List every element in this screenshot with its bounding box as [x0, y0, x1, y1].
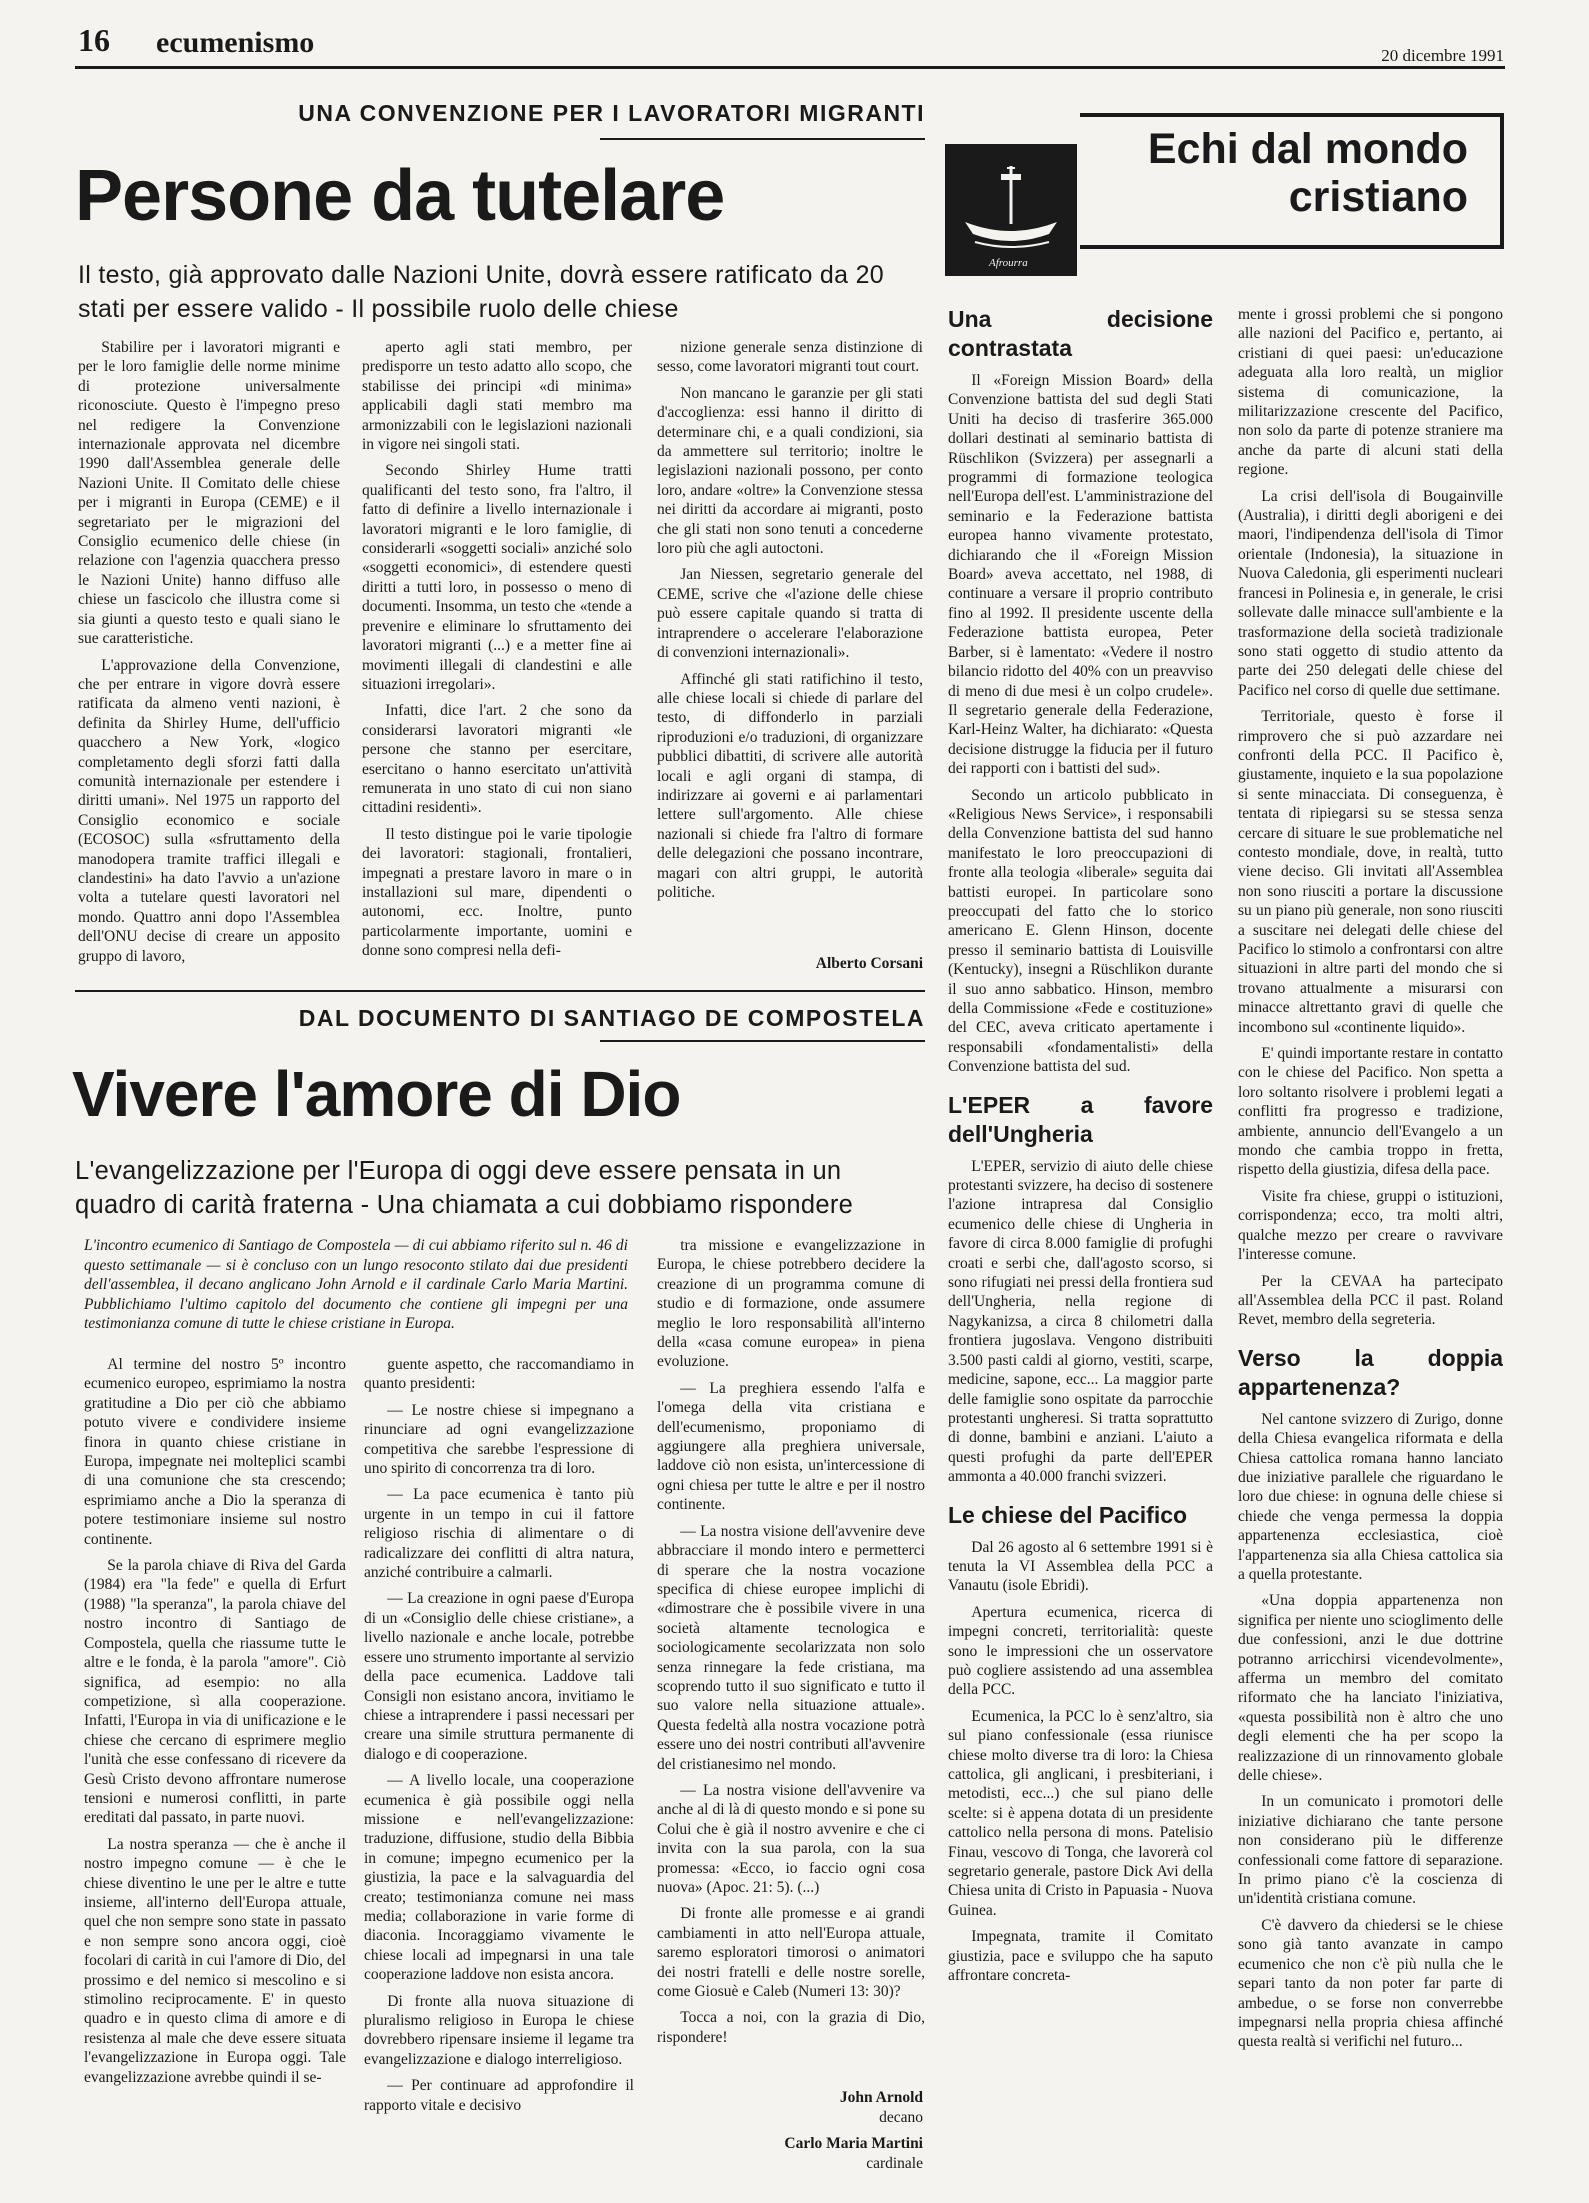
article2-col1	[84, 1355, 346, 2173]
article2-col3	[657, 1236, 925, 2084]
echi-title-line1: Echi dal mondo	[1147, 125, 1468, 173]
article1-headline: Persone da tutelare	[75, 156, 725, 236]
signature-name: John Arnold	[839, 2089, 923, 2106]
paragraph: — Le nostre chiese si impegnano a rinunciare ad ogni evangelizzazione competitiva che sarebbe l'espressione di uno spirito di concorrenza tra di loro.	[364, 1401, 634, 1478]
paragraph: Dal 26 agosto al 6 settembre 1991 si è tenuta la VI Assemblea della PCC a Vanautu (isole Ebridi).	[948, 1538, 1213, 1595]
section-title: ecumenismo	[156, 26, 315, 59]
paragraph: Impegnata, tramite il Comitato giustizia, pace e sviluppo che ha saputo affrontare concreta-	[948, 1928, 1213, 1985]
paragraph: «Una doppia appartenenza non significa per niente uno scioglimento delle due confessioni, anzi le due dottrine potranno arricchirsi vicendevolmente», afferma un membro del comitato riformato che ha lanciato l'iniziativa, «questa possibilità non è altro che uno degli elementi che ha per scopo la realizzazione di un rinnovamento globale delle chiese».	[1238, 1592, 1503, 1785]
article2-intro: L'incontro ecumenico di Santiago de Compostela — di cui abbiamo riferito sul n. 46 di questo settimanale — si è concluso con un lungo resoconto stilato dai due presidenti dell'assemblea, il decano anglicano John Arnold e il cardinale Carlo Maria Martini. Pubblichiamo l'ultimo capitolo del documento che contiene gli impegni per una testimonianza comune di tutte le chiese cristiane in Europa.	[84, 1237, 628, 1333]
paragraph: Visite fra chiese, gruppi o istituzioni, corrispondenza; ecco, tra molti altri, qualche mezzo per creare o ravvivare l'interesse comune.	[1238, 1187, 1503, 1264]
echi-title	[1148, 125, 1468, 221]
signature-name: Carlo Maria Martini	[784, 2135, 923, 2152]
paragraph: Territoriale, questo è forse il rimprovero che si può azzardare nei confronti della PCC. Il Pacifico è, giustamente, inquieto e la sua popolazione si sente minacciata. Di conseguenza, è tentata di ripiegarsi su se stessa senza cercare di situare le sue problematiche nel contesto mondiale, dove, in realtà, tutto viene deciso. Gli invitati all'Assemblea non sono riusciti a portare la discussione su un piano più generale, non sono riusciti a suscitare nei delegati delle chiese del Pacifico lo stimolo a confrontarsi con altre situazioni in altre parti del mondo che si trovano attualmente a misurarsi con minacce altrettanto gravi di quelle che incombono sul «continente liquido».	[1238, 708, 1503, 1036]
paragraph: La crisi dell'isola di Bougainville (Australia), i diritti degli aborigeni e dei maori, l'indipendenza dell'isola di Timor orientale (Indonesia), la situazione in Nuova Caledonia, gli esperimenti nucleari francesi in Polinesia e, in generale, le crisi sollevate dalle minacce sull'ambiente e la trasformazione della società tradizionale sono stati oggetto di studio attento da parte dei 250 delegati delle chiese del Pacifico nel corso di quelle due settimane.	[1238, 487, 1503, 699]
paragraph: C'è davvero da chiedersi se le chiese sono già tanto avanzate in campo ecumenico che non c'è più nulla che le separi tanto da non poter far parte di ambedue, o se forse non converrebbe impegnarsi nella propria chiesa affinché questa realtà si verifichi nel futuro...	[1238, 1916, 1503, 2051]
article1-col2	[362, 338, 632, 970]
article2-kicker: DAL DOCUMENTO DI SANTIAGO DE COMPOSTELA	[298, 1005, 925, 1031]
paragraph: Affinché gli stati ratifichino il testo, alle chiese locali si chiede di parlare del testo, di diffonderlo in parziali riproduzioni e/o traduzioni, di organizzare pubblici dibattiti, di scrivere alle autorità locali e agli organi di stampa, di indirizzare ai governi e ai parlamentari lettere sull'argomento. Alle chiese nazionali si chiede fra l'altro di formare delle delegazioni che possano incontrare, magari con altri gruppi, le autorità politiche.	[657, 670, 923, 901]
article1-end-rule	[75, 990, 925, 992]
paragraph: Jan Niessen, segretario generale del CEME, scrive che «l'azione delle chiese può essere capitale quando si tratta di intraprendere o accelerare l'elaborazione di convenzioni internazionali».	[657, 566, 923, 662]
paragraph: nizione generale senza distinzione di sesso, come lavoratori migranti tout court.	[657, 339, 923, 376]
paragraph: aperto agli stati membro, per predisporre un testo adatto allo scopo, che stabilisse dei principi «di minima» applicabili dagli stati membro ma armonizzabili con le legislazioni nazionali in vigore nei singoli stati.	[362, 339, 632, 454]
article1-col3	[657, 338, 923, 948]
paragraph: Apertura ecumenica, ricerca di impegni concreti, territorialità: queste sono le impressioni che un osservatore può cogliere assistendo ad una assemblea della PCC.	[948, 1603, 1213, 1699]
paragraph: In un comunicato i promotori delle iniziative dichiarano che tante persone non considerano più le differenze confessionali come fattore di separazione. In primo piano c'è la coscienza di un'identità cristiana comune.	[1238, 1793, 1503, 1908]
article2-kicker-rule	[600, 1040, 925, 1042]
article2-signatures	[657, 2088, 923, 2174]
sidebar-col-a	[948, 305, 1213, 2185]
paragraph: Di fronte alla nuova situazione di pluralismo religioso in Europa le chiese dovrebbero ripensare insieme il legame tra evangelizzazione e dialogo interreligioso.	[364, 1992, 634, 2068]
article2-headline: Vivere l'amore di Dio	[72, 1058, 681, 1130]
sidebar-heading: Verso la doppia appartenenza?	[1238, 1344, 1503, 1400]
paragraph: Al termine del nostro 5º incontro ecumenico europeo, esprimiamo la nostra gratitudine a Dio per ciò che abbiamo potuto vivere e condividere insieme finora in quanto chiese cristiane in Europa, impegnate nei molteplici scambi di una comunione che sta crescendo; esprimiamo anche a Dio la speranza di potere testimoniare insieme sul nostro continente.	[84, 1356, 346, 1548]
paragraph: Per la CEVAA ha partecipato all'Assemblea della PCC il past. Roland Revet, membro della segreteria.	[1238, 1272, 1503, 1329]
page-number: 16	[78, 22, 110, 58]
paragraph: Secondo un articolo pubblicato in «Religious News Service», i responsabili della Convenzione battista del sud hanno manifestato le loro preoccupazioni di fronte alla teologia «liberale» seguita dai battisti europei. In particolare sono preoccupati del fatto che lo storico americano E. Glenn Hinson, docente presso il seminario battista di Louisville (Kentucky), insegni a Rüschlikon durante il suo anno sabbatico. Hinson, membro della Commissione «Fede e costituzione» del CEC, aveva criticato apertamente i responsabili «fondamentalisti» della Convenzione battista del sud.	[948, 786, 1213, 1076]
paragraph: L'EPER, servizio di aiuto delle chiese protestanti svizzere, ha deciso di sostenere l'azione intrapresa dal Consiglio ecumenico delle chiese di Ungheria in favore di circa 8.000 famiglie di profughi croati e serbi che, dall'agosto scorso, si sono rifugiati nei pressi della frontiera sud dell'Ungheria, nella regione di Nagykanizsa, a circa 8 chilometri dalla frontiera jugoslava. Vengono distribuiti 3.500 pasti caldi al giorno, vestiti, scarpe, medicine, sapone, ecc... La maggior parte delle famiglie sono ospitate da parrocchie protestanti ungheresi. Si tratta soprattutto di donne, bambini e anziani. L'aiuto a questi profughi da parte dell'EPER ammonta a 40.000 franchi svizzeri.	[948, 1157, 1213, 1486]
paragraph: tra missione e evangelizzazione in Europa, le chiese potrebbero decidere la creazione di un programma comune di studio e di formazione, onde assumere meglio le loro responsabilità all'interno della «casa comune europea» in piena evoluzione.	[657, 1237, 925, 1371]
paragraph: Di fronte alle promesse e ai grandi cambiamenti in atto nell'Europa attuale, saremo esploratori timorosi o animatori dei nostri fratelli e delle nostre sorelle, come Giosuè e Caleb (Numeri 13: 30)?	[657, 1905, 925, 2001]
paragraph: L'approvazione della Convenzione, che per entrare in vigore dovrà essere ratificata da almeno venti nazioni, è definita da Shirley Hume, dell'ufficio quacchero a New York, «logico completamento degli sforzi fatti dalla comunità internazionale per estendere i diritti umani». Nel 1975 un rapporto del Consiglio economico e sociale (ECOSOC) sulla «sfruttamento della manodopera tramite traffici illegali e clandestini» ha dato l'avvio a un'azione volta a tutelare questi lavoratori nel mondo. Quattro anni dopo l'Assemblea dell'ONU decise di creare un apposito gruppo di lavoro,	[78, 656, 340, 965]
paragraph: Secondo Shirley Hume tratti qualificanti del testo sono, fra l'altro, il fatto di definire a livello internazionale i lavoratori migranti e le loro famiglie, di considerarli «soggetti sociali» anziché solo «soggetti economici», di estendere questi diritti a tutti loro, in possesso o meno di documenti. Insomma, un testo che «tende a prevenire e eliminare lo sfruttamento dei lavoratori migranti (...) e a metter fine ai movimenti illegali di clandestini e alle situazioni irregolari».	[362, 462, 632, 693]
echi-title-line2: cristiano	[1288, 173, 1468, 221]
masthead-rule	[75, 66, 1505, 69]
logo-signature: Afrourra	[989, 257, 1028, 269]
paragraph: Nel cantone svizzero di Zurigo, donne della Chiesa evangelica riformata e della Chiesa cattolica romana hanno lanciato due iniziative parallele che riguardano le loro due chiese: in ognuna delle chiese si chiede che venga permessa la doppia appartenenza ecclesiastica, cioè l'appartenenza sia alla Chiesa cattolica sia a quella protestante.	[1238, 1410, 1503, 1583]
paragraph: Ecumenica, la PCC lo è senz'altro, sia sul piano confessionale (essa riunisce chiese molto diverse tra di loro: la Chiesa cattolica, gli anglicani, i presbiteriani, i metodisti, ecc...) che sul piano delle scelte: si è appena dotata di un presidente cattolico nella persona di mons. Patelisio Finau, vescovo di Tonga, che lavorerà col segretario generale, pastore Dick Avi della Chiesa unita di Cristo in Papuasia - Nuova Guinea.	[948, 1707, 1213, 1919]
paragraph: Non mancano le garanzie per gli stati d'accoglienza: essi hanno il diritto di determinare chi, e a quali condizioni, sia da ammettere sul territorio; inoltre le legislazioni nazionali possono, per conto loro, andare «oltre» la Convenzione stessa nei diritti da accordare ai migranti, posto che gli stati non sono tenuti a concederne loro più che agli autoctoni.	[657, 384, 923, 558]
article1-deck: Il testo, già approvato dalle Nazioni Unite, dovrà essere ratificato da 20 stati per essere valido - Il possibile ruolo delle chiese	[78, 261, 884, 323]
paragraph: — La nostra visione dell'avvenire va anche al di là di questo mondo e si pone su Colui che è già il nostro avvenire e che ci invita con la sua parola, con la sua promessa: «Ecco, io faccio ogni cosa nuova» (Apoc. 21: 5). (...)	[657, 1781, 925, 1896]
paragraph: E' quindi importante restare in contatto con le chiese del Pacifico. Non spetta a loro soltanto risolvere i problemi legati a conflitti fra progresso e tradizione, ambiente, annuncio dell'Evangelo a un mondo che cambia troppo in fretta, rispetto della giustizia, difesa della pace.	[1238, 1045, 1503, 1179]
article1-signature: Alberto Corsani	[815, 955, 923, 972]
article1-kicker: UNA CONVENZIONE PER I LAVORATORI MIGRANTI	[298, 100, 925, 126]
paragraph: — La nostra visione dell'avvenire deve abbracciare il mondo intero e permetterci di sperare che la nostra vocazione specifica di chiese europee implichi di «dimostrare che è possibile vivere in una società altamente tecnologica e sociologicamente secolarizzata non solo senza rinnegare la fede cristiana, ma scoprendo tutto il suo significato e tutto il suo valore nella situazione attuale». Questa fedeltà alla nostra vocazione potrà essere uno dei nostri contributi all'avvenire del cristianesimo nel mondo.	[657, 1522, 925, 1773]
sidebar-heading: Le chiese del Pacifico	[948, 1501, 1188, 1528]
article1-col1	[78, 338, 340, 970]
echi-title-box	[1080, 113, 1504, 249]
sidebar-col-b	[1238, 305, 1503, 2185]
paragraph: Il «Foreign Mission Board» della Convenzione battista del sud degli Stati Uniti ha deciso di trasferire 365.000 dollari destinati al seminario battista di Rüschlikon (Svizzera) per assegnarli a programmi di formazione teologica nell'Europa dell'est. L'amministrazione del seminario e la Federazione battista europea hanno vivamente protestato, dichiarando che il «Foreign Mission Board» aveva accettato, nel 1988, di continuare a versare il proprio contributo fino al 1992. Il presidente uscente della Federazione battista europea, Peter Barber, si è lamentato: «Vedere il nostro bilancio ridotto del 40% con un preavviso di meno di due mesi è un colpo crudele». Il segretario generale della Federazione, Karl-Heinz Walter, ha dichiarato: «Questa decisione distrugge la fiducia per il futuro dei rapporti con i battisti del sud».	[948, 372, 1213, 778]
ship-logo-icon	[945, 144, 1077, 276]
paragraph: Il testo distingue poi le varie tipologie dei lavoratori: stagionali, frontalieri, impegnati a prestare lavoro in mare o in installazioni sul mare, dipendenti o autonomi, ecc. Inoltre, punto particolarmente importante, uomini e donne sono compresi nella defi-	[362, 825, 632, 960]
paragraph: — Per continuare ad approfondire il rapporto vitale e decisivo	[364, 2077, 634, 2114]
issue-date: 20 dicembre 1991	[1381, 46, 1504, 65]
paragraph: Stabilire per i lavoratori migranti e per le loro famiglie delle norme minime di protezione universalmente riconosciute. Questo è l'impegno preso nel redigere la Convenzione internazionale approvata nel dicembre 1990 dall'Assemblea generale delle Nazioni Unite. Il Comitato delle chiese per i migranti in Europa (CEME) e il segretariato per le migrazioni del Consiglio ecumenico delle chiese (in relazione con l'agenzia quacchera presso le Nazioni Unite) hanno diffuso alle chiese un fascicolo che illustra come si sia giunti a questo testo e quali siano le sue caratteristiche.	[78, 339, 340, 648]
paragraph: Infatti, dice l'art. 2 che sono da considerarsi lavoratori migranti «le persone che stanno per esercitare, esercitano o hanno esercitato un'attività remunerata in uno stato di cui non siano cittadini residenti».	[362, 702, 632, 817]
paragraph: — La creazione in ogni paese d'Europa di un «Consiglio delle chiese cristiane», a livello nazionale e anche locale, potrebbe essere uno strumento importante al servizio della pace ecumenica. Laddove tali Consigli non esistano ancora, invitiamo le chiese a intraprendere i passi necessari per creare una simile struttura permanente di dialogo e di cooperazione.	[364, 1590, 634, 1763]
paragraph: Se la parola chiave di Riva del Garda (1984) era "la fede" e quella di Erfurt (1988) "la speranza", la parola chiave del nostro incontro di Santiago de Compostela, quella che riassume tutte le altre e le fonda, è la parola "amore". Ciò significa, ad esempio: no alla competizione, sì alla cooperazione. Infatti, l'Europa in via di unificazione e le chiese che cercano di esprimere meglio l'unità che esse confessano di ricevere da Gesù Cristo devono affrontare numerose tensioni e numerosi conflitti, in parte ereditati dal passato, in parte nuovi.	[84, 1557, 346, 1827]
sidebar-heading: L'EPER a favore dell'Ungheria	[948, 1091, 1213, 1147]
paragraph: — La pace ecumenica è tanto più urgente in un tempo in cui il fattore religioso rischia di alimentare o di radicalizzare dei conflitti di altra natura, anziché contribuire a calmarli.	[364, 1486, 634, 1582]
article2-col2	[364, 1355, 634, 2173]
paragraph: mente i grossi problemi che si pongono alle nazioni del Pacifico e, pertanto, ai cristiani di quei paesi: un'educazione adeguata alla loro realtà, un miglior sistema di comunicazione, la militarizzazione crescente del Pacifico, non solo da parte di potenze straniere ma anche da parte di alcuni stati della regione.	[1238, 306, 1503, 479]
article1-kicker-rule	[600, 138, 925, 140]
sidebar-heading: Una decisione contrastata	[948, 306, 1213, 361]
paragraph: guente aspetto, che raccomandiamo in quanto presidenti:	[364, 1356, 634, 1393]
paragraph: — A livello locale, una cooperazione ecumenica è già possibile oggi nella missione e nell'evangelizzazione: traduzione, diffusione, studio della Bibbia in comune; impegno ecumenico per la giustizia, la pace e la salvaguardia del creato; testimonianza comune nei mass media; collaborazione in varie forme di diaconia. Incoraggiamo vivamente le chiese locali ad impegnarsi in una tale cooperazione laddove non esista ancora.	[364, 1772, 634, 1984]
paragraph: La nostra speranza — che è anche il nostro impegno comune — è che le chiese diventino le une per le altre e tutte insieme, all'interno dell'Europa attuale, quel che non sempre sono state in passato e non sempre sono ancora oggi, cioè focolari di carità in cui l'amore di Dio, del prossimo e del nemico si mescolino e si stimolino reciprocamente. E' in questo quadro e in questo clima di amore e di resistenza al male che deve essere situata l'evangelizzazione in Europa oggi. Tale evangelizzazione avrebbe quindi il se-	[84, 1835, 346, 2086]
paragraph: Tocca a noi, con la grazia di Dio, rispondere!	[657, 2009, 925, 2046]
article2-deck: L'evangelizzazione per l'Europa di oggi deve essere pensata in un quadro di carità fraterna - Una chiamata a cui dobbiamo rispondere	[75, 1157, 854, 1219]
signature-role: decano	[879, 2109, 923, 2126]
paragraph: — La preghiera essendo l'alfa e l'omega della vita cristiana e dell'ecumenismo, proponiamo di aggiungere alla preghiera universale, laddove ciò non esista, un'intercessione di ogni chiesa per tutte le altre e per il nostro continente.	[657, 1379, 925, 1514]
signature-role: cardinale	[866, 2155, 923, 2172]
